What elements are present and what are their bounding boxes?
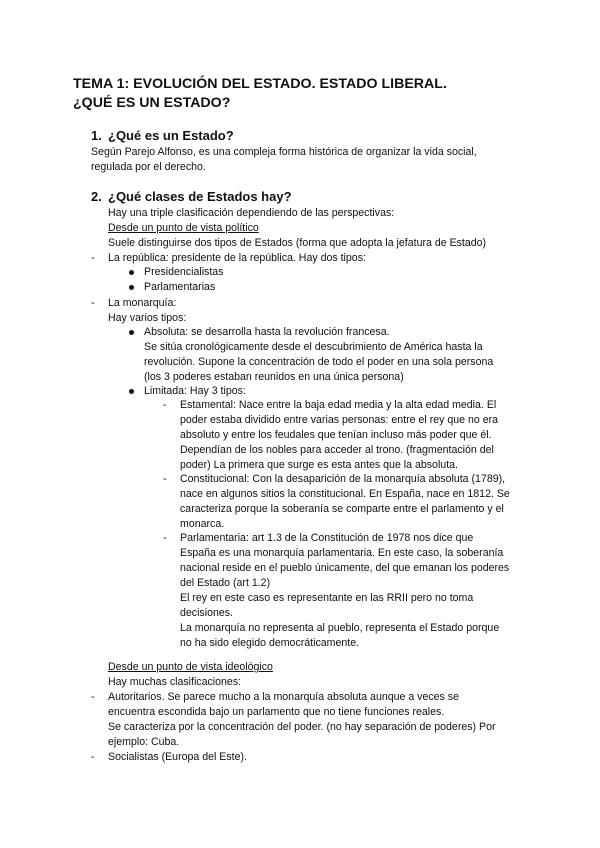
monarquia-text: La monarquía: — [108, 297, 177, 309]
list-item: Presidencialistas — [144, 266, 224, 278]
dash-bullet: - — [91, 691, 95, 703]
parlamentaria-line: nacional reside en el pueblo únicamente, del que emanan los poderes — [180, 562, 510, 574]
limitada-text: Limitada: Hay 3 tipos: — [144, 385, 246, 397]
parlamentaria-line: El rey en este caso es representante en las RRII pero no toma — [180, 592, 474, 604]
parlamentaria-line: decisiones. — [180, 607, 233, 619]
section-1-number: 1. — [91, 128, 102, 143]
politico-text: Suele distinguirse dos tipos de Estados (forma que adopta la jefatura de Estado) — [108, 237, 487, 249]
parlamentaria-line: no ha sido elegido democráticamente. — [180, 637, 360, 649]
title-line-1: TEMA 1: EVOLUCIÓN DEL ESTADO. ESTADO LIBERAL. — [73, 76, 447, 92]
absoluta-line: (los 3 poderes estaban reunidos en una única persona) — [144, 371, 404, 383]
parlamentaria-line: del Estado (art 1.2) — [180, 577, 271, 589]
constitucional-line: Constitucional: Con la desaparición de la monarquía absoluta (1789), — [180, 473, 506, 485]
absoluta-line: Absoluta: se desarrolla hasta la revolución francesa. — [144, 326, 390, 338]
dash-bullet: - — [91, 297, 95, 309]
autoritarios-line: Se caracteriza por la concentración del poder. (no hay separación de poderes) Por — [108, 721, 496, 733]
section-1-heading: ¿Qué es un Estado? — [108, 128, 234, 143]
bullet-dot — [129, 270, 134, 275]
parlamentaria-line: Parlamentaria: art 1.3 de la Constitución de 1978 nos dice que — [180, 532, 474, 544]
dash-bullet: - — [163, 473, 167, 485]
list-item: Parlamentarias — [144, 281, 216, 293]
estamental-line: Estamental: Nace entre la baja edad media y la alta edad media. El — [180, 399, 497, 411]
varios-tipos-text: Hay varios tipos: — [108, 312, 187, 324]
dash-bullet: - — [163, 399, 167, 411]
autoritarios-line: encuentra escondida bajo un parlamento que no tiene funciones reales. — [108, 706, 445, 718]
absoluta-line: Se sitúa cronológicamente desde el descubrimiento de América hasta la — [144, 341, 483, 353]
estamental-line: absoluto y entre los feudales que tenían incluso más poder que él. — [180, 429, 492, 441]
bullet-dot — [129, 389, 134, 394]
bullet-dot — [129, 330, 134, 335]
autoritarios-line: ejemplo: Cuba. — [108, 736, 180, 748]
intro-text: Hay una triple clasificación dependiendo de las perspectivas: — [108, 207, 395, 219]
absoluta-line: revolución. Supone la concentración de todo el poder en una sola persona — [144, 356, 494, 368]
republica-text: La república: presidente de la república. Hay dos tipos: — [108, 252, 366, 264]
constitucional-line: caracteriza porque la soberanía se comparte entre el parlamento y el — [180, 503, 504, 515]
dash-bullet: - — [91, 751, 95, 763]
bullet-dot — [129, 285, 134, 290]
dash-bullet: - — [91, 252, 95, 264]
socialistas-text: Socialistas (Europa del Este). — [108, 751, 247, 763]
muchas-clasificaciones-text: Hay muchas clasificaciones: — [108, 676, 242, 688]
subheading-ideologico: Desde un punto de vista ideológico — [108, 661, 273, 673]
autoritarios-line: Autoritarios. Se parece mucho a la monarquía absoluta aunque a veces se — [108, 691, 459, 703]
subheading-politico: Desde un punto de vista político — [108, 222, 259, 234]
constitucional-line: nace en algunos sitios la constitucional. En España, nace en 1812. Se — [180, 488, 510, 500]
dash-bullet: - — [163, 532, 167, 544]
estamental-line: poder) La primera que surge es esta antes que la absoluta. — [180, 459, 458, 471]
title-line-2: ¿QUÉ ES UN ESTADO? — [73, 95, 231, 111]
section-1-line: regulada por el derecho. — [91, 161, 206, 173]
estamental-line: poder estaba dividido entre varias personas: entre el rey que no era — [180, 414, 499, 426]
section-2-heading: ¿Qué clases de Estados hay? — [108, 189, 292, 204]
section-2-number: 2. — [91, 189, 102, 204]
constitucional-line: monarca. — [180, 518, 225, 530]
parlamentaria-line: España es una monarquía parlamentaria. En este caso, la soberanía — [180, 547, 504, 559]
section-1-line: Según Parejo Alfonso, es una compleja forma histórica de organizar la vida social, — [91, 146, 477, 158]
estamental-line: Dependían de los nobles para acceder al trono. (fragmentación del — [180, 444, 494, 456]
parlamentaria-line: La monarquía no representa al pueblo, representa el Estado porque — [180, 622, 500, 634]
